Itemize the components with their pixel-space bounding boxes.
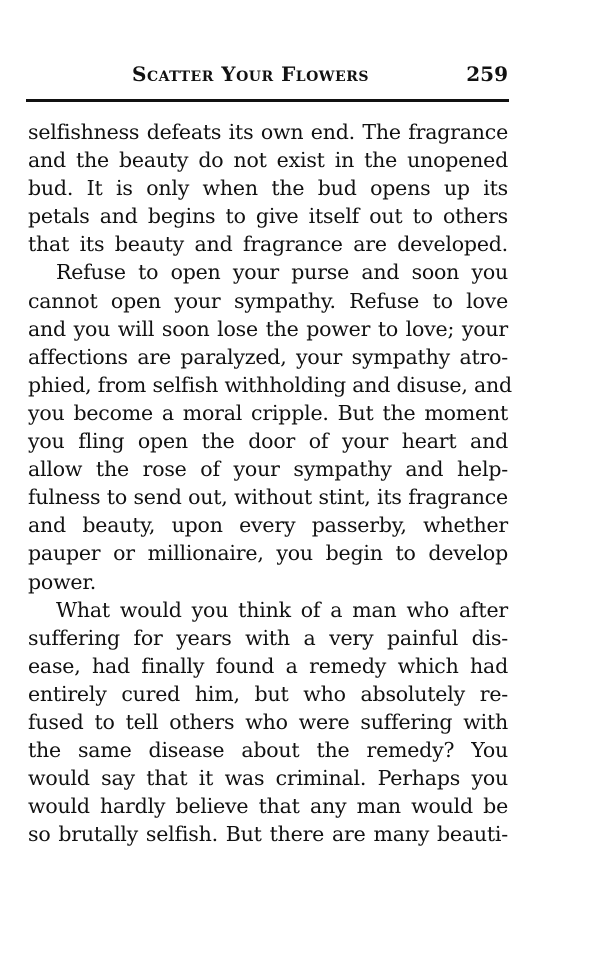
text-line: petals and begins to give itself out to others [28,204,508,229]
running-header [27,62,508,92]
text-line: What would you think of a man who after [56,597,508,622]
text-line: you become a moral cripple. But the moment [28,400,508,425]
text-line: and the beauty do not exist in the unopened [28,148,508,173]
text-line: fulness to send out, without stint, its fragrance [28,485,508,510]
text-line: and you will soon lose the power to love; your [28,316,508,341]
running-title: Scatter Your Flowers [132,62,369,86]
text-line: bud. It is only when the bud opens up its [28,176,508,201]
text-line: allow the rose of your sympathy and help- [28,457,508,482]
text-line: that its beauty and fragrance are developed. [28,232,508,257]
text-line: you fling open the door of your heart and [28,429,508,454]
text-line: cannot open your sympathy. Refuse to love [28,288,508,313]
text-line: entirely cured him, but who absolutely re- [28,681,508,706]
text-line: phied, from selfish withholding and disuse, and [28,372,512,397]
paragraph [28,258,512,595]
text-line: the same disease about the remedy? You [28,738,508,763]
text-line: suffering for years with a very painful dis- [28,625,508,650]
paragraph [28,118,508,258]
text-line: ease, had finally found a remedy which had [28,653,508,678]
text-line: affections are paralyzed, your sympathy atro- [28,344,508,369]
text-line: would hardly believe that any man would be [28,794,508,819]
text-line: Refuse to open your purse and soon you [56,260,508,285]
text-line: and beauty, upon every passerby, whether [28,513,508,538]
text-line: pauper or millionaire, you begin to develop [28,541,508,566]
text-line: so brutally selfish. But there are many beauti- [28,822,508,847]
text-line: fused to tell others who were suffering with [28,709,508,734]
body-text [28,118,512,848]
text-line: power. [28,569,97,594]
text-line: selfishness defeats its own end. The fragrance [28,120,508,144]
header-rule [26,99,509,102]
paragraph [28,596,508,849]
text-line: would say that it was criminal. Perhaps you [28,766,508,791]
page-number: 259 [466,62,508,86]
